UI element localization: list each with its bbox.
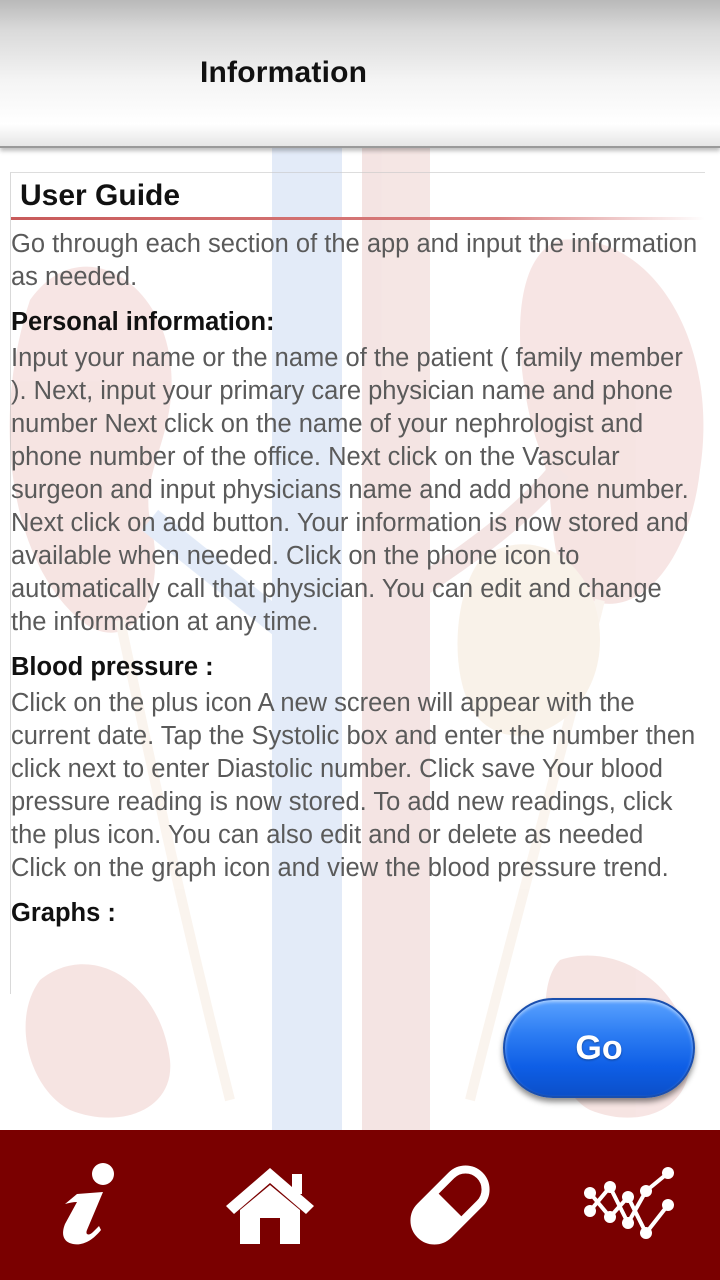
user-guide-panel <box>10 172 705 994</box>
nav-button-info[interactable] <box>15 1130 165 1280</box>
title-divider <box>11 217 705 220</box>
section-body-personal-information: Input your name or the name of the patient ( family member ). Next, input your primary care physician name and phone number Next click on the name of your nephrologist and phone number of the office. Next click on the Vascular surgeon and input physicians name and add phone number. Next click on add button. Your information is now stored and available when needed. Click on the phone icon to automatically call that physician. You can edit and change the information at any time. <box>11 344 689 636</box>
guide-intro-text: Go through each section of the app and input the information as needed. <box>11 230 698 291</box>
nav-button-medication[interactable] <box>375 1130 525 1280</box>
go-button-label: Go <box>575 1028 623 1067</box>
pill-icon <box>404 1159 496 1251</box>
info-icon <box>55 1162 125 1248</box>
page-title: Information <box>200 56 368 89</box>
home-icon <box>224 1164 316 1246</box>
go-button[interactable] <box>503 998 695 1098</box>
nav-button-home[interactable] <box>195 1130 345 1280</box>
content-scroll-area[interactable] <box>0 166 720 994</box>
graph-icon <box>584 1167 676 1243</box>
nav-button-graph[interactable] <box>555 1130 705 1280</box>
user-guide-title: User Guide <box>20 179 181 212</box>
section-heading-blood-pressure: Blood pressure : <box>11 653 214 681</box>
section-body-blood-pressure: Click on the plus icon A new screen will appear with the current date. Tap the Systolic box and enter the number then click next to enter Diastolic number. Click save Your blood pressure reading is now stored. To add new readings, click the plus icon. You can also edit and or delete as needed Click on the graph icon and view the blood pressure trend. <box>11 689 696 882</box>
bottom-nav-bar <box>0 1130 720 1280</box>
section-heading-personal-information: Personal information: <box>11 308 275 336</box>
section-heading-graphs: Graphs : <box>11 899 116 927</box>
header-bar <box>0 0 720 148</box>
